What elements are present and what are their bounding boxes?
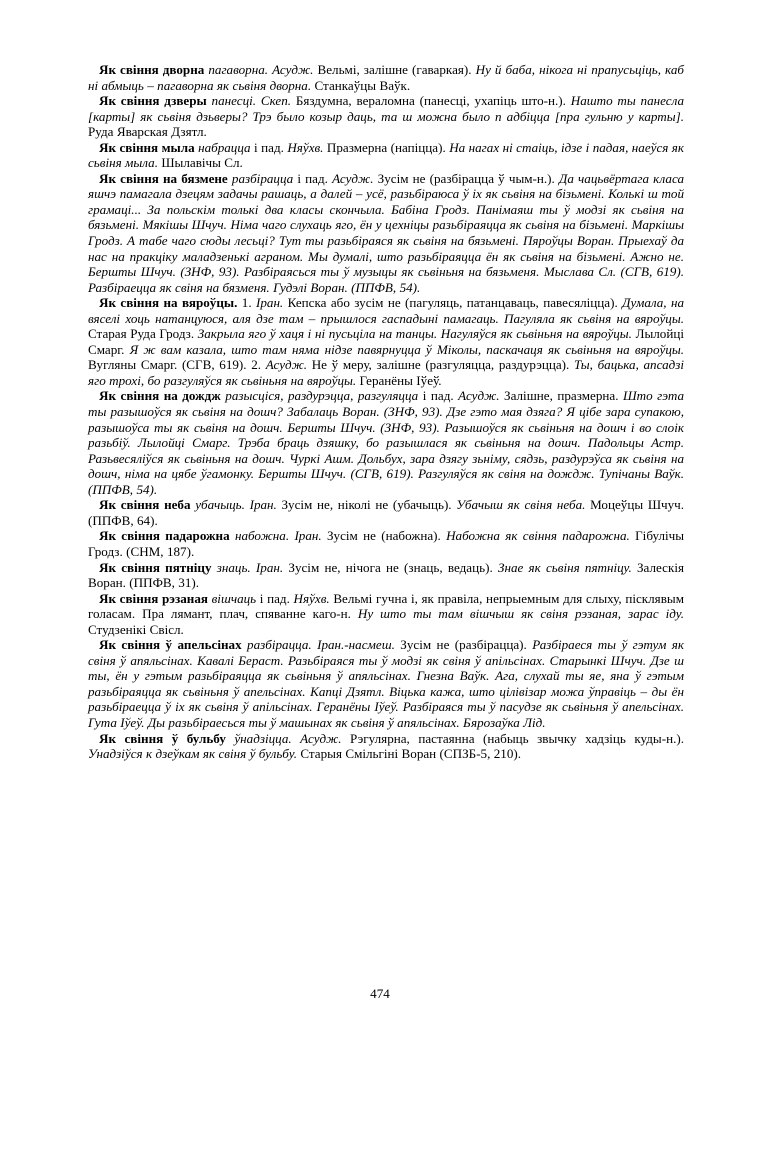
entry-headword-roman-tail: і пад. <box>256 590 290 606</box>
entry-headword-italic-tail: вішчаць <box>207 590 257 606</box>
entry-definition: Не ў меру, залішне (разгуляцца, раздурэцца). <box>307 357 574 373</box>
entry-headword-roman-tail: і пад. <box>250 139 284 155</box>
entry-body: Разбіраеся ты ў гэтум як свіня ў апяльсінах. Кавалі Бераст. Разьбіраяся ты ў модзі як свіня ў апільсінах. Старынкі Шчуч. Дзе ш ты, ён у гэтым разьбіраяцца як сьвіньня ў апяльсінах. Гнезна Ваўк. Ага, слухай ты яе, яна ў гэтым разьбіраяцца як сьвіньня ў апельсінах. Капці Дзятл. Віцька кажа, што цілівізар можа ўправіць – ды ён разьбіраецца ў іх як сьвіня ў апільсінах. Геранёны Іўеў. Разбіраяся ты ў пасудзе як сьвіньня ў апельсінах. Гута Іўеў. Ды разьбіраесься ты ў машынах як сьвіня ў апяльсінах. Бярозаўка Лід. <box>88 637 685 730</box>
entry-source: Лылойці Смарг. <box>88 326 684 357</box>
dictionary-entry-apelsinah <box>88 637 684 730</box>
entry-source: Старая Руда Гродз. <box>88 326 198 342</box>
dictionary-entry-bulbu <box>88 731 684 762</box>
entry-source: Залескія Воран. (ППФВ, 31). <box>88 559 684 591</box>
entry-definition: Празмерна (напіцца). <box>323 139 450 155</box>
entry-headword: Як свіння неба <box>99 497 191 513</box>
entry-headword-italic-tail: набрацца <box>194 139 251 155</box>
entry-example: Думала, на вяселі хоць натанцуюся, аля дзе там – прышлося гаспадыні памагаць. Пагуляла як сьвіня на вяроўцы. <box>88 295 685 326</box>
entry-example: Набожна як свіння падарожна. <box>446 528 630 544</box>
entry-body: Да чацьвёртага класа яшчэ памагала дзецям задачы рашаць, а далей – усё, разьбіраюса ў іх як сьвіня на бізьмені. Колькі ш той грамаці... За польскім толькі два класы скончыла. Бабіна Гродз. Панімаяш ты ў модзі як сьвіня на бязьмені. Мякішы Шчуч. Німа чаго слухаць яго, ён у цехніцы разьбіраяцца як сьвіня на бізьмені. Маркішы Гродз. А табе чаго сюды лесьці? Тут ты разьбіраяся як сьвіня на бязьмені. Пяроўцы Воран. Прыехаў да нас на пракціку маладзенькі аграном. Мы думалі, што разьбіраяцца ён як сьвіня на бізьмені. Ажно не. Бершты Шчуч. (ЗНФ, 93). Разбіраясься ты ў музыцы як сьвіньня на бязьменя. Мыслава Сл. (СГВ, 619). Разбіраецца як свіня на бязменя. Гудэлі Воран. (ППФВ, 54). <box>88 170 684 295</box>
entry-definition: Зусім не (набожна). <box>321 528 447 544</box>
entry-headword-italic-tail: пагаворна. <box>204 62 269 77</box>
dictionary-entry-veraucy <box>88 295 684 388</box>
entry-headword-italic-tail: убачыць. <box>190 497 245 513</box>
entry-source: Вугляны Смарг. (СГВ, 619). <box>88 357 252 373</box>
entry-definition: Зусім не, нічога не (знаць, ведаць). <box>283 559 498 575</box>
entry-example: Ты, бацька, апсадзі яго трохі, бо разгуляўся як сьвіньня на вяроўцы. <box>88 357 684 388</box>
dictionary-entry-myla <box>88 140 684 171</box>
entry-headword-bold-tail: дождж <box>177 388 221 404</box>
entry-headword-roman-tail: і пад. <box>418 388 454 404</box>
entry-source: Гібулічы Гродз. (СНМ, 187). <box>88 528 685 559</box>
entry-headword-roman-tail: і пад. <box>293 170 328 186</box>
entry-example: Закрыла яго ў хаця і ні пусьціла на танцы. Нагуляўся як сьвіньня на вяроўцы. <box>197 326 632 342</box>
entry-headword-italic-tail: знаць. <box>211 559 251 575</box>
entry-style-label: Асудж. <box>291 730 342 746</box>
entry-source: Шылавічы Сл. <box>157 155 243 171</box>
entry-example: Знае як сьвіня пятніцу. <box>497 559 632 575</box>
entry-headword: Як свіння дзверы <box>99 93 207 109</box>
entry-example: Я ж вам казала, што там няма нідзе павярнуцца ў Міколы, паскачаця як сьвіньня на вяроўцы. <box>129 341 685 357</box>
entry-headword: Як свіння падарожна <box>99 528 230 544</box>
entry-headword-italic-tail: разбірацца <box>227 170 294 186</box>
entry-example: Убачыш як свіня неба. <box>456 497 586 513</box>
entry-style-label: Няўхв. <box>289 590 330 606</box>
entry-style-label: Асудж. <box>265 357 308 373</box>
entry-sense-number: 2. <box>251 357 266 373</box>
dictionary-entry-piatnicu <box>88 560 684 591</box>
dictionary-entry-dozhdzh <box>88 388 684 497</box>
page-number: 474 <box>370 986 390 1001</box>
text-column <box>88 62 684 762</box>
entry-source: Геранёны Іўеў. <box>356 372 442 388</box>
entry-definition: Зусім не, ніколі не (убачыць). <box>276 497 457 513</box>
entry-example: Унадзіўся к дзеўкам як свіня ў бульбу. <box>88 746 297 762</box>
entry-headword: Як свіння рэзаная <box>99 590 208 606</box>
entry-headword-italic-tail: разбірацца. <box>241 637 312 653</box>
entry-headword-italic-tail: ўнадзіцца. <box>225 730 292 746</box>
entry-headword: Як свіння пятніцу <box>99 559 212 575</box>
entry-definition: Бяздумна, вераломна (панесці, ухапіць што-н.). <box>291 93 571 109</box>
entry-headword-italic-tail: панесці. <box>206 93 257 109</box>
dictionary-entry-dzvery <box>88 93 684 140</box>
entry-body: Што гэта ты разышоўся як сьвіня на дошч? Забалаць Воран. (ЗНФ, 93). Дзе гэто мая дзяга? Я цібе зара супакою, разышоўса ты як сьвіня на дошч. Бершты Шчуч. (ЗНФ, 93). Разышоўся як сьвіньня на дошч і во слоік разьбіў. Лылойці Смарг. Трэба браць дзяшку, бо разышлася як сьвіньня на дошч. Падольцы Астр. Разьвесяліўся як сьвіньня на дошч. Чуркі Ашм. Дольбух, зара дзягу зьніму, сядзь, раздурэўса як сьвіня на дошч, німа на цябе ўгамонку. Бершты Шчуч. (СГВ, 619). Разгуляўся як свіня на дождж. Тупічаны Ваўк. (ППФВ, 54). <box>88 388 685 497</box>
entry-headword: Як свіння ў апельсінах <box>99 637 242 653</box>
entry-definition: Вельмі гучна і, як правіла, непрыемным для слыху, пісклявым голасам. Пра лямант, плач, спяванне каго-н. <box>88 590 684 622</box>
entry-headword: Як свіння на <box>99 388 178 404</box>
entry-headword: Як свіння дворна <box>99 62 205 77</box>
dictionary-entry-rezanaja <box>88 591 684 638</box>
entry-source: Станкаўцы Ваўк. <box>311 77 411 93</box>
entry-definition: Зусім не (разбірацца). <box>394 637 533 653</box>
entry-source: Руда Яварская Дзятл. <box>88 124 207 140</box>
entry-style-label: Іран. <box>250 559 284 575</box>
entry-style-label: Іран. <box>289 528 322 544</box>
entry-headword: Як свіння на бязмене <box>99 170 228 186</box>
entry-definition: Зусім не (разбірацца ў чым-н.). <box>373 170 559 186</box>
entry-headword: Як свіння мыла <box>99 139 195 155</box>
entry-style-label: Іран. <box>255 295 284 311</box>
dictionary-entry-bezmen <box>88 171 684 295</box>
entry-style-label: Скеп. <box>256 93 292 109</box>
entry-style-label: Іран.-насмеш. <box>311 637 395 653</box>
entry-headword: Як свіння на вяроўцы. <box>99 295 238 311</box>
entry-headword-italic-tail: разысціся, раздурэцца, разгуляцца <box>220 388 419 404</box>
entry-definition: Залішне, празмерна. <box>499 388 623 404</box>
entry-example: Ну што ты там вішчыш як свіня рэзаная, зарас іду. <box>357 606 684 622</box>
entry-definition: Вельмі, залішне (гаваркая). <box>313 62 476 77</box>
entry-style-label: Асудж. <box>453 388 500 404</box>
entry-style-label: Асудж. <box>268 62 314 77</box>
dictionary-entry-neba <box>88 497 684 528</box>
entry-source: Моцеўцы Шчуч. (ППФВ, 64). <box>88 497 685 528</box>
entry-sense-number: 1. <box>237 295 256 311</box>
dictionary-entry-padarozhna <box>88 528 684 559</box>
entry-headword: Як свіння ў бульбу <box>99 730 226 746</box>
entry-source: Старыя Смільгіні Воран (СПЗБ-5, 210). <box>296 746 522 762</box>
entry-headword-italic-tail: набожна. <box>229 528 290 544</box>
entry-definition: Кепска або зусім не (пагуляць, патанцаваць, павесяліцца). <box>283 295 623 311</box>
entry-style-label: Асудж. <box>327 170 374 186</box>
entry-style-label: Іран. <box>244 497 277 513</box>
dictionary-entry-dvorna <box>88 62 684 93</box>
entry-example: Нашто ты панесла [карты] як сьвіня дзьверы? Трэ было козыр даць, та ш можна было п адбіцца [пра гульню у карты]. <box>88 93 685 124</box>
entry-example: Ну й баба, нікога ні прапусьціць, каб ні абмыць – пагаворна як сьвіня дворна. <box>88 62 684 93</box>
entry-source: Студзенікі Свісл. <box>88 621 184 637</box>
entry-definition: Рэгулярна, пастаянна (набыць звычку хадзіць куды-н.). <box>341 730 685 746</box>
entry-style-label: Няўхв. <box>283 139 324 155</box>
entry-example: На нагах ні стаіць, ідзе і падая, наеўся як сьвіня мыла. <box>88 139 685 171</box>
